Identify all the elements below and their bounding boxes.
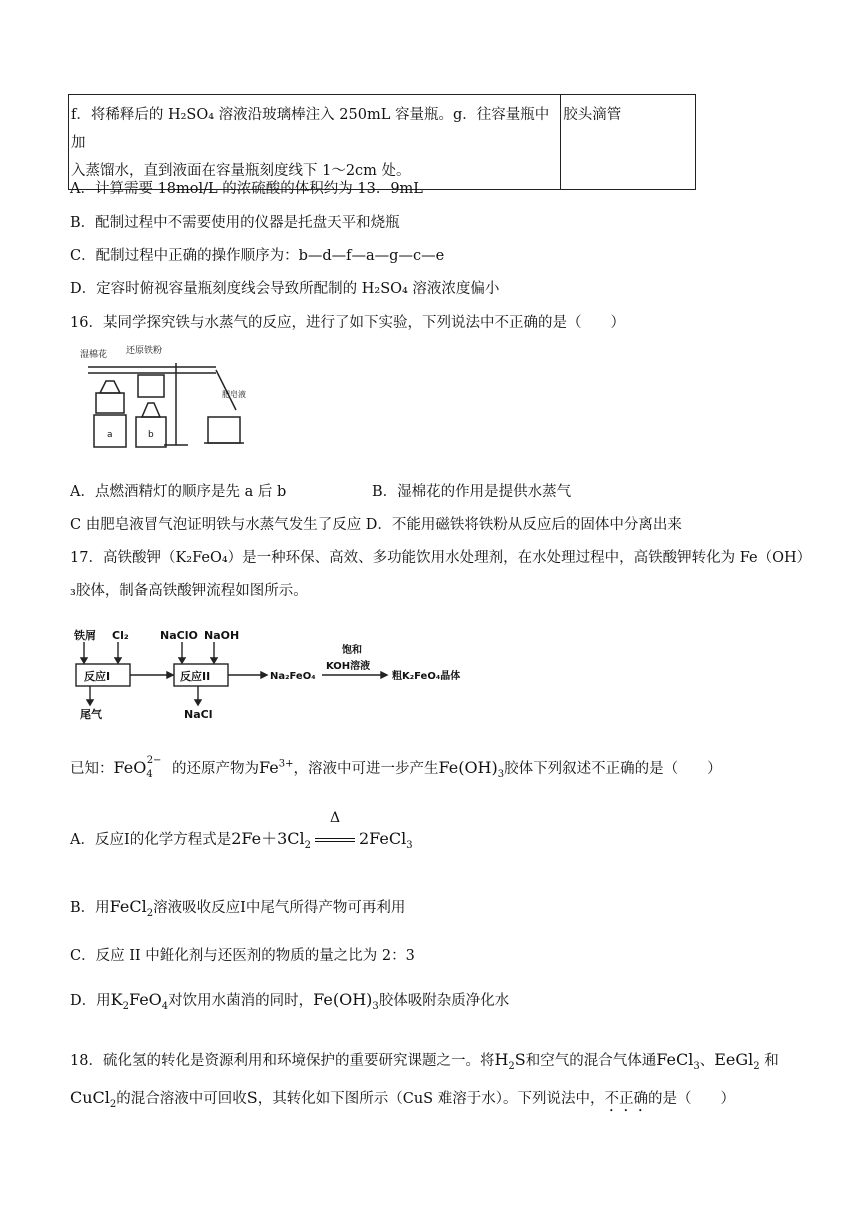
flow-box-reaction-2: 反应II	[180, 670, 211, 683]
ferric-ion	[259, 758, 293, 777]
equation-right	[359, 829, 413, 852]
q15-option-b: B．配制过程中不需要使用的仪器是托盘天平和烧瓶	[70, 215, 400, 231]
label-reduced-iron: 还原铁粉	[126, 346, 163, 356]
h2s-s: S	[514, 1050, 526, 1069]
table-cell-procedure	[69, 95, 561, 190]
q18-mid: 和空气的混合气体通	[525, 1053, 657, 1069]
q17-option-c: C．反应 II 中銋化剂与还医剂的物质的量之比为 2：3	[70, 948, 415, 964]
option-d-tail: 胶体吸附杂质净化水	[378, 993, 510, 1009]
fecl2-sub: 2	[146, 908, 154, 920]
q17-option-a	[70, 810, 413, 852]
q16-option-cd: C 由肥皂液冒气泡证明铁与水蒸气发生了反应 D．不能用磁铁将铁粉从反应后的固体中分离出来	[70, 517, 682, 533]
eegl2-base: EeGl	[714, 1050, 754, 1069]
q15-option-d: D．定容时俯视容量瓶刻度线会导致所配制的 H₂SO₄ 溶液浓度偏小	[70, 281, 500, 297]
q18-end: 的是（ ）	[647, 1091, 735, 1107]
q15-option-a: A．计算需要 18mol/L 的浓硫酸的体积约为 13．9mL	[70, 181, 423, 197]
equation-condition	[311, 810, 359, 848]
fecl3-formula	[656, 1050, 700, 1073]
feoh3-base: Fe(OH)	[313, 990, 373, 1009]
fecl2-base: FeCl	[109, 897, 147, 916]
fecl3-base: FeCl	[656, 1050, 694, 1069]
ferric-hydroxide-base: Fe(OH)	[438, 758, 498, 777]
q16-stem: 16．某同学探究铁与水蒸气的反应，进行了如下实验，下列说法中不正确的是（ ）	[70, 315, 625, 331]
fecl2-formula	[109, 897, 154, 920]
known-mid: 的还原产物为	[167, 761, 260, 777]
q18-and: 和	[759, 1053, 779, 1069]
q17-stem-line-1: 17．高铁酸钾（K₂FeO₄）是一种环保、高效、多功能饮用水处理剂，在水处理过程中，高铁酸钾转化为 Fe（OH）	[70, 550, 812, 566]
ferric-hydroxide-sub: 3	[497, 769, 505, 781]
k2feo4-sub-2: 4	[161, 1001, 169, 1013]
flow-input-cl2: Cl₂	[112, 629, 129, 642]
q16-option-b: B．湿棉花的作用是提供水蒸气	[372, 484, 572, 500]
fecl3-sub: 3	[693, 1061, 700, 1073]
ferric-ion-charge: 3+	[278, 758, 294, 770]
emphasized-not-correct: 不正确	[604, 1091, 648, 1107]
cucl2-sub: 2	[109, 1099, 117, 1111]
q18-prefix: 18．硫化氢的转化是资源利用和环境保护的重要研究课题之一。将	[70, 1053, 495, 1069]
table-cell-line-1: f．将稀释后的 H₂SO₄ 溶液沿玻璃棒注入 250mL 容量瓶。g．往容量瓶中加	[71, 107, 550, 151]
q18-stem-line-1	[70, 1049, 779, 1072]
k2feo4-k: K	[110, 990, 123, 1009]
flow-arrow-label-koh: KOH溶液	[326, 661, 371, 672]
q16-option-a: A．点燃酒精灯的顺序是先 a 后 b	[70, 484, 287, 500]
ferrate-ion-charge: 2−	[146, 754, 162, 766]
flow-product-na2feo4: Na₂FeO₄	[270, 671, 316, 682]
table-cell-line-2: 入蒸馏水，直到液面在容量瓶刻度线下 1～2cm 处。	[71, 163, 411, 179]
label-lamp-a: a	[107, 430, 113, 440]
heat-symbol: Δ	[329, 810, 341, 826]
eegl2-sub: 2	[753, 1061, 760, 1073]
flow-input-iron: 铁屑	[74, 629, 96, 642]
q18-tail: ，其转化如下图所示（CuS 难溶于水）。下列说法中，	[257, 1091, 605, 1107]
ferric-hydroxide	[438, 758, 505, 781]
flow-output-nacl: NaCl	[184, 708, 213, 721]
q18-separator: 、	[699, 1053, 715, 1069]
known-prefix: 已知：	[70, 761, 114, 777]
q17-option-b	[70, 896, 405, 919]
ferrate-ion-sub: 4	[146, 769, 153, 781]
option-b-prefix: B．用	[70, 900, 110, 916]
known-tail: 胶体下列叙述不正确的是（ ）	[504, 761, 722, 777]
equation-right-sub: 3	[406, 840, 413, 852]
flow-arrow-label-saturated: 饱和	[342, 645, 362, 656]
q17-known-condition	[70, 754, 722, 781]
flow-box-reaction-1: 反应I	[84, 670, 111, 683]
flow-product-crude-k2feo4: 粗K₂FeO₄晶体	[392, 671, 461, 682]
ferrate-ion-base: FeO	[113, 758, 147, 777]
iron-steam-apparatus-figure	[76, 345, 248, 457]
equation-left-base: 2Fe＋3Cl	[231, 829, 305, 848]
table-cell-instrument: 胶头滴管	[561, 95, 696, 190]
ferrate-ion	[113, 754, 168, 781]
q18-stem-line-2	[70, 1087, 735, 1115]
k2feo4-feo: FeO	[128, 990, 162, 1009]
h2s-h: H	[494, 1050, 509, 1069]
equation-left-sub: 2	[304, 840, 311, 852]
flow-input-naclo: NaClO	[160, 629, 198, 642]
option-d-prefix: D．用	[70, 993, 111, 1009]
cucl2-formula	[70, 1088, 117, 1111]
equals-sign	[315, 838, 355, 842]
option-d-mid: 对饮用水菌消的同时，	[168, 993, 314, 1009]
label-soap-solution: 肥皂液	[222, 390, 246, 399]
reagent-table	[68, 94, 696, 190]
eegl2-formula	[714, 1050, 760, 1073]
flow-output-tailgas: 尾气	[80, 708, 102, 721]
q18-mid-2: 的混合溶液中可回收	[116, 1091, 247, 1107]
option-b-tail: 溶液吸收反应I中尾气所得产物可再利用	[153, 900, 406, 916]
h2s-sub: 2	[508, 1061, 515, 1073]
q17-option-d	[70, 989, 509, 1012]
q15-option-c: C．配制过程中正确的操作顺序为：b—d—f—a—g—c—e	[70, 248, 445, 264]
k2feo4-sub-1: 2	[122, 1001, 129, 1013]
ferric-ion-base: Fe	[259, 758, 279, 777]
h2s-formula	[494, 1050, 526, 1073]
equation-left	[231, 829, 311, 852]
label-lamp-b: b	[148, 430, 154, 440]
option-a-prefix: A．反应I的化学方程式是	[70, 832, 232, 848]
feoh3-sub: 3	[372, 1001, 379, 1013]
flow-input-naoh: NaOH	[204, 629, 240, 642]
equation-right-base: 2FeCl	[359, 829, 407, 848]
cucl2-base: CuCl	[70, 1088, 110, 1107]
q17-stem-line-2: ₃胶体，制备高铁酸钾流程如图所示。	[70, 583, 308, 599]
label-wet-cotton: 湿棉花	[80, 350, 108, 360]
k2feo4-formula	[110, 990, 169, 1013]
sulfur-symbol: S	[246, 1088, 258, 1107]
feoh3-formula	[313, 990, 379, 1013]
k2feo4-process-flow	[70, 626, 490, 722]
known-mid-2: ，溶液中可进一步产生	[293, 761, 439, 777]
